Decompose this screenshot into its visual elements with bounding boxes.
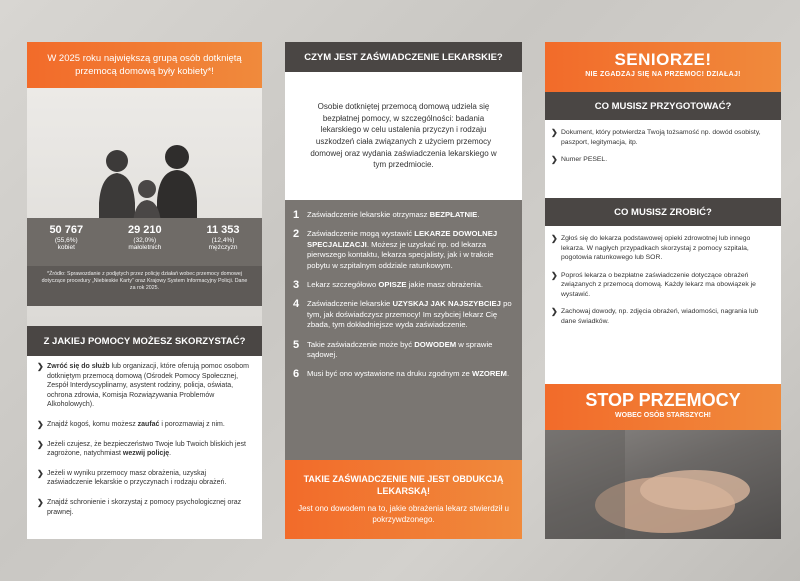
item-bold: WZOREM — [471, 369, 507, 379]
item-text: Numer PESEL. — [561, 156, 608, 163]
item-text: Dokument, który potwierdza Twoją tożsamość np. dowód osobisty, paszport, legitymacja, itp. — [561, 129, 761, 146]
certificate-heading: CZYM JEST ZAŚWIADCZENIE LEKARSKIE? — [285, 42, 522, 72]
item-text: Jeżeli czujesz, że bezpieczeństwo Twoje lub Twoich bliskich jest zagrożone, natychmiast — [47, 440, 246, 458]
source-note: *Źródło: Sprawozdanie z podjętych przez policję działań wobec przemocy domowej dotyczące procedury „Niebieskie Karty” oraz Krajowy System Informacyjny Policji. Dane za rok 2025. — [27, 266, 262, 306]
item-text: po tym, jak doświadczysz przemocy! Im szybciej lekarz Cię zbada, tym dokładniejsze wyda zaświadczenie. — [307, 299, 512, 330]
item-bold: DOWODEM — [414, 339, 457, 349]
panel-help — [27, 42, 262, 539]
arrow-icon: ❯ — [37, 468, 44, 478]
item-bold: LEKARZE DOWOLNEJ SPECJALIZACJI — [307, 229, 498, 249]
item-text: Znajdź schronienie i skorzystaj z pomocy psychologicznej oraz prawnej. — [47, 498, 242, 516]
prepare-heading: CO MUSISZ PRZYGOTOWAĆ? — [545, 92, 781, 120]
item-number: 6 — [293, 368, 300, 381]
todo-heading: CO MUSISZ ZROBIĆ? — [545, 198, 781, 226]
arrow-icon: ❯ — [551, 155, 558, 164]
item-text: lub organizacji, które oferują pomoc osobom dotkniętym przemocą domową (Ośrodek Pomocy Społecznej, Zespół Interdyscyplinarny, asystent rodziny, policja, oświata, ochrona zdrowia, Komisja Rozwiązywania Problemów Alkoholowych). — [47, 363, 249, 409]
warning-heading: TAKIE ZAŚWIADCZENIE NIE JEST OBDUKCJĄ LEKARSKĄ! — [303, 474, 504, 496]
item-text: Zaświadczenie lekarskie otrzymasz — [307, 210, 430, 219]
item-text: . — [477, 210, 480, 219]
stat-label: kobiet — [57, 244, 75, 251]
list-item — [293, 340, 512, 361]
item-text: w sprawie sądowej. — [307, 339, 493, 360]
list-item — [551, 128, 773, 147]
help-list — [27, 356, 262, 517]
panel-certificate — [285, 42, 522, 539]
stat-number: 50 767 — [49, 224, 84, 236]
help-heading: Z JAKIEJ POMOCY MOŻESZ SKORZYSTAĆ? — [27, 326, 262, 356]
seniors-subtitle: NIE ZGADZAJ SIĘ NA PRZEMOC! DZIAŁAJ! — [585, 71, 741, 78]
list-item — [37, 420, 252, 430]
item-bold: zaufać — [137, 420, 160, 428]
stat-men — [207, 218, 240, 266]
certificate-intro: Osobie dotkniętej przemocą domową udziela się bezpłatnej pomocy, w szczególności: badania lekarskiego w celu ustalenia przyczyn i rodzaju uszkodzeń ciała związanych z użyciem przemocy domowej oraz wydania zaświadczenia lekarskiego w tym przedmiocie. — [310, 102, 497, 170]
item-text: Zaświadczenie lekarskie — [307, 299, 393, 309]
item-bold: OPISZE — [378, 280, 407, 290]
item-text: Takie zaświadczenie może być — [307, 339, 415, 349]
item-number: 2 — [293, 228, 300, 241]
list-item — [293, 299, 512, 330]
item-text: . — [169, 450, 172, 458]
certificate-warning — [285, 460, 522, 539]
stat-women — [49, 218, 83, 266]
list-item — [37, 498, 252, 517]
list-item — [293, 369, 512, 379]
arrow-icon: ❯ — [551, 234, 558, 243]
arrow-icon: ❯ — [37, 362, 44, 371]
holding-hands-icon — [545, 430, 781, 539]
arrow-icon: ❯ — [551, 128, 558, 137]
item-text: Zaświadczenie mogą wystawić — [307, 229, 415, 239]
list-item — [551, 271, 773, 300]
item-bold: Zwróć się do służb — [47, 363, 110, 370]
arrow-icon: ❯ — [551, 307, 558, 316]
prepare-list — [545, 120, 781, 198]
family-photo — [27, 88, 262, 326]
arrow-icon: ❯ — [37, 439, 44, 449]
list-item — [293, 210, 512, 220]
item-number: 3 — [293, 279, 300, 292]
stat-label: mężczyzn — [208, 244, 238, 251]
hands-photo — [545, 430, 781, 539]
warning-text: Jest ono dowodem na to, jakie obrażenia lekarz stwierdził u pokrzywdzonego. — [298, 504, 509, 524]
list-item — [293, 229, 512, 271]
list-item — [551, 155, 773, 165]
item-number: 4 — [293, 298, 300, 311]
list-item — [37, 469, 252, 488]
stat-percent: (32,0%) — [133, 237, 157, 244]
list-item — [551, 307, 773, 326]
arrow-icon: ❯ — [551, 270, 558, 280]
stat-intro: W 2025 roku największą grupą osób dotkniętą przemocą domową były kobiety*! — [27, 42, 262, 88]
item-text: Poproś lekarza o bezpłatne zaświadczenie dotyczące obrażeń związanych z przemocą domową. Każdy lekarz ma obowiązek je wystawić. — [561, 271, 756, 298]
item-text: jakie masz obrażenia. — [406, 280, 484, 290]
item-bold: wezwij policję — [122, 450, 170, 458]
stat-percent: (55,6%) — [54, 237, 78, 244]
item-text: Zachowaj dowody, np. zdjęcia obrażeń, wiadomości, nagrania lub dane świadków. — [561, 308, 759, 325]
stop-subtitle: WOBEC OSÓB STARSZYCH! — [615, 412, 711, 419]
item-text: Musi być ono wystawione na druku zgodnym ze — [307, 369, 472, 379]
list-item — [293, 280, 512, 290]
item-number: 1 — [293, 209, 300, 221]
list-item — [37, 362, 252, 410]
stop-banner — [545, 384, 781, 430]
stat-percent: (12,4%) — [211, 237, 235, 244]
item-text: . Możesz je uzyskać np. od lekarza pierwszego kontaktu, lekarza specjalisty, jak i w trakcie pobytu w szpitalnym oddziale ratunkowym. — [307, 239, 494, 270]
stat-label: małoletnich — [128, 244, 162, 251]
certificate-list — [285, 200, 522, 460]
arrow-icon: ❯ — [37, 419, 44, 429]
item-text: Lekarz szczegółowo — [307, 280, 379, 290]
panel-seniors — [545, 42, 781, 539]
item-text: Jeżeli w wyniku przemocy masz obrażenia, uzyskaj zaświadczenie lekarskie o przyczynach i rodzaju obrażeń. — [47, 469, 227, 487]
arrow-icon: ❯ — [37, 497, 44, 507]
item-bold: BEZPŁATNIE — [429, 210, 478, 219]
seniors-title: SENIORZE! — [614, 50, 712, 69]
stat-minors — [128, 218, 162, 266]
item-bold: UZYSKAJ JAK NAJSZYBCIEJ — [392, 299, 501, 309]
stats-bar — [27, 218, 262, 266]
item-text: i porozmawiaj z nim. — [159, 420, 225, 428]
seniors-banner — [545, 42, 781, 92]
item-text: . — [506, 369, 510, 379]
stat-number: 11 353 — [206, 224, 240, 236]
stat-number: 29 210 — [127, 224, 162, 236]
list-item — [551, 234, 773, 263]
item-text: Zgłoś się do lekarza podstawowej opieki zdrowotnej lub innego lekarza. W nagłych przypadkach skorzystaj z pomocy szpitala, pogotowia ratunkowego lub SOR. — [561, 235, 751, 261]
todo-list — [545, 226, 781, 384]
stop-title: STOP PRZEMOCY — [585, 390, 741, 410]
item-text: Znajdź kogoś, komu możesz — [47, 420, 138, 428]
item-number: 5 — [293, 338, 300, 351]
list-item — [37, 440, 252, 459]
